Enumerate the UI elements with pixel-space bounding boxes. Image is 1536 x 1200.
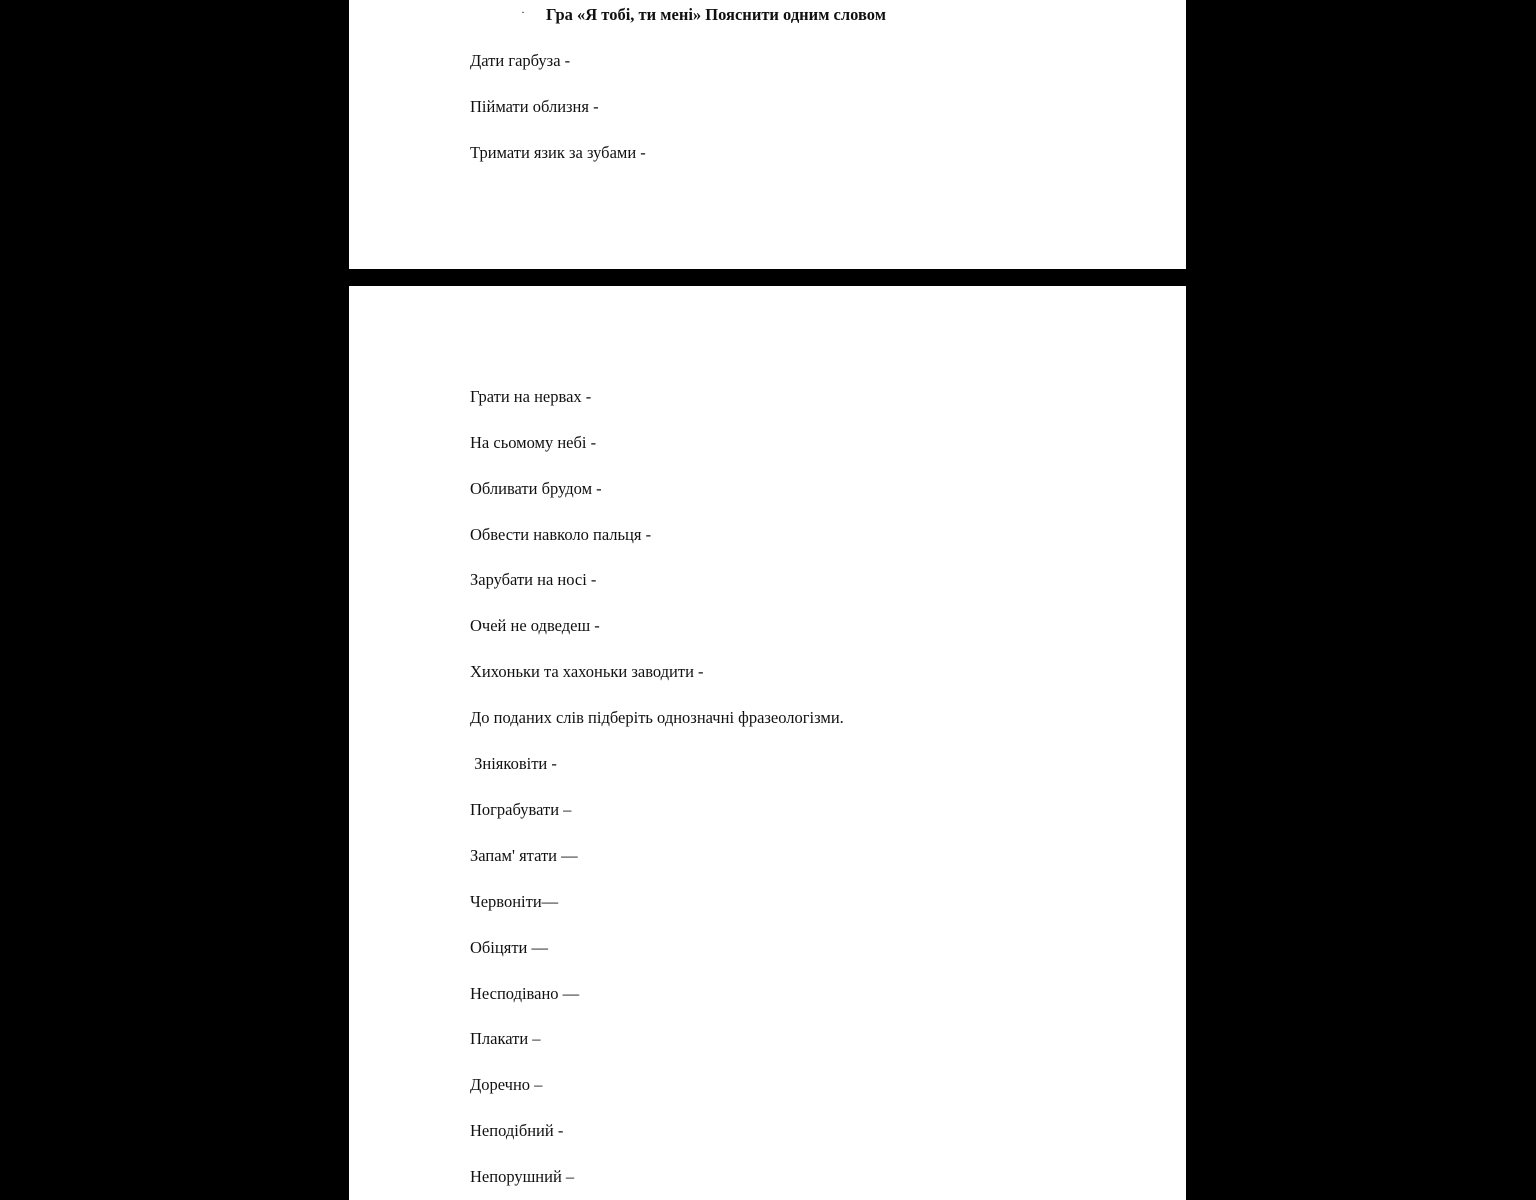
text-line: Хихоньки та хахоньки заводити - (470, 662, 704, 681)
text-line: Пограбувати – (470, 800, 572, 819)
text-line: Очей не одведеш - (470, 616, 600, 635)
text-line: Обіцяти — (470, 938, 548, 957)
text-line: Піймати облизня - (470, 97, 599, 116)
text-line: Плакати – (470, 1029, 541, 1048)
text-line: На сьомому небі - (470, 433, 597, 452)
text-line: Обливати брудом - (470, 479, 602, 498)
text-line: Неподібний - (470, 1121, 564, 1140)
text-line: Грати на нервах - (470, 387, 592, 406)
heading-row (521, 5, 886, 25)
document-page-2 (349, 286, 1186, 1200)
text-line: Несподівано — (470, 984, 580, 1003)
text-line: Доречно – (470, 1075, 543, 1094)
text-line: Зарубати на носі - (470, 570, 597, 589)
bullet-icon: · (521, 4, 525, 19)
text-line: Запам' ятати — (470, 846, 578, 865)
text-line: Дати гарбуза - (470, 51, 571, 70)
text-line: Обвести навколо пальця - (470, 525, 652, 544)
section-heading: Гра «Я тобі, ти мені» Пояснити одним словом (546, 5, 886, 24)
text-line: Червоніти— (470, 892, 559, 911)
document-page-1 (349, 0, 1186, 269)
instruction-text: До поданих слів підберіть однозначні фразеологізми. (470, 708, 844, 727)
text-line: Зніяковіти - (470, 754, 557, 773)
text-line: Тримати язик за зубами - (470, 143, 646, 162)
text-line: Непорушний – (470, 1167, 575, 1186)
